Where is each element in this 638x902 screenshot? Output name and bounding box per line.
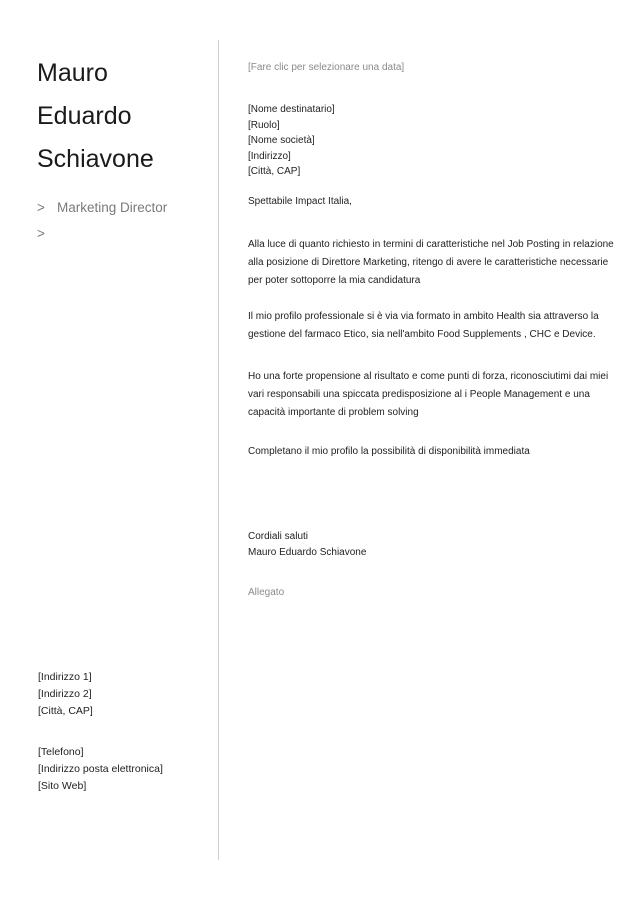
name-line-1: Mauro Eduardo [37, 59, 132, 130]
recipient-address[interactable]: [Indirizzo] [248, 150, 291, 162]
paragraph-4: Completano il mio profilo la possibilità di disponibilità immediata [248, 446, 530, 457]
address-line-2[interactable]: [Indirizzo 2] [38, 688, 92, 700]
salutation: Spettabile Impact Italia, [248, 196, 352, 207]
author-name [37, 52, 207, 181]
vertical-divider [218, 40, 219, 860]
chevron-right-icon: > [37, 226, 45, 241]
address-line-1[interactable]: [Indirizzo 1] [38, 671, 92, 683]
recipient-company[interactable]: [Nome società] [248, 135, 315, 146]
name-line-2: Schiavone [37, 145, 154, 173]
letter-body [248, 60, 618, 598]
date-picker-placeholder[interactable]: [Fare clic per selezionare una data] [248, 62, 405, 73]
recipient-role[interactable]: [Ruolo] [248, 119, 280, 131]
closing-block [248, 529, 618, 561]
closing: Cordiali saluti [248, 531, 309, 542]
attachment-label: Allegato [248, 587, 285, 598]
address-block [38, 669, 93, 720]
tagline-row [37, 195, 207, 221]
email-field[interactable]: [Indirizzo posta elettronica] [38, 763, 163, 775]
recipient-city[interactable]: [Città, CAP] [248, 166, 301, 177]
job-title: Marketing Director [57, 200, 168, 215]
address-city[interactable]: [Città, CAP] [38, 705, 93, 717]
tagline-row [37, 221, 207, 247]
sidebar [37, 52, 207, 247]
paragraph-3: Ho una forte propensione al risultato e come punti di forza, riconosciutimi dai miei vari responsabili una spiccata predisposizione al i People Management e una capacità importante di problem solving [248, 371, 609, 418]
website-field[interactable]: [Sito Web] [38, 780, 87, 792]
signature: Mauro Eduardo Schiavone [248, 547, 367, 558]
paragraph-2: Il mio profilo professionale si è via via formato in ambito Health sia attraverso la gestione del farmaco Etico, sia nell'ambito Food Supplements , CHC e Device. [248, 311, 599, 340]
paragraph-1: Alla luce di quanto richiesto in termini di caratteristiche nel Job Posting in relazione alla posizione di Direttore Marketing, ritengo di avere le caratteristiche necessarie per poter sottoporre la mia candidatura [248, 239, 614, 286]
phone-field[interactable]: [Telefono] [38, 746, 84, 758]
tagline [37, 195, 207, 247]
chevron-right-icon: > [37, 200, 45, 215]
recipient-block [248, 102, 618, 180]
contact-block [38, 744, 163, 795]
recipient-name[interactable]: [Nome destinatario] [248, 104, 335, 115]
